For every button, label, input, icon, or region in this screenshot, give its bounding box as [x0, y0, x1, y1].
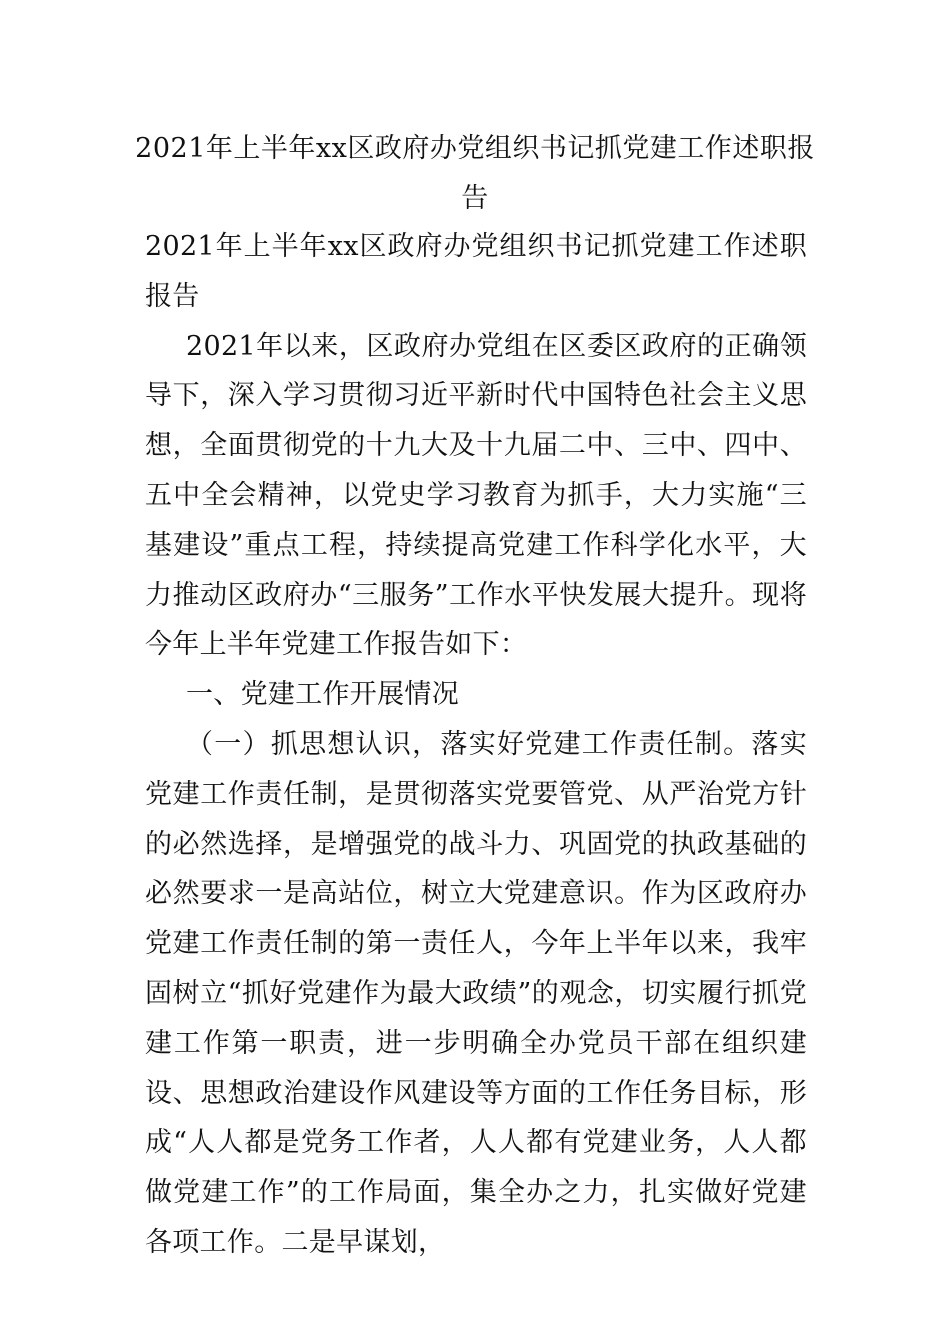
paragraph-intro: 2021年以来，区政府办党组在区委区政府的正确领导下，深入学习贯彻习近平新时代中国特色社会主义思想，全面贯彻党的十九大及十九届二中、三中、四中、五中全会精神，以党史学习教育为抓手，大力实施“三基建设”重点工程，持续提高党建工作科学化水平，大力推动区政府办“三服务”工作水平快发展大提升。现将今年上半年党建工作报告如下： — [145, 330, 807, 661]
section-heading: 一、党建工作开展情况 — [186, 679, 459, 711]
document-body — [145, 222, 807, 1268]
paragraph-section-1: （一）抓思想认识，落实好党建工作责任制。落实党建工作责任制，是贯彻落实党要管党、从严治党方针的必然选择，是增强党的战斗力、巩固党的执政基础的必然要求一是高站位，树立大党建意识。作为区政府办党建工作责任制的第一责任人，今年上半年以来，我牢固树立“抓好党建作为最大政绩”的观念，切实履行抓党建工作第一职责，进一步明确全办党员干部在组织建设、思想政治建设作风建设等方面的工作任务目标，形成“人人都是党务工作者，人人都有党建业务，人人都做党建工作”的工作局面，集全办之力，扎实做好党建各项工作。二是早谋划， — [145, 728, 807, 1258]
document-subtitle: 2021年上半年xx区政府办党组织书记抓党建工作述职报告 — [145, 231, 807, 312]
document-title: 2021年上半年xx区政府办党组织书记抓党建工作述职报告 — [135, 133, 815, 214]
